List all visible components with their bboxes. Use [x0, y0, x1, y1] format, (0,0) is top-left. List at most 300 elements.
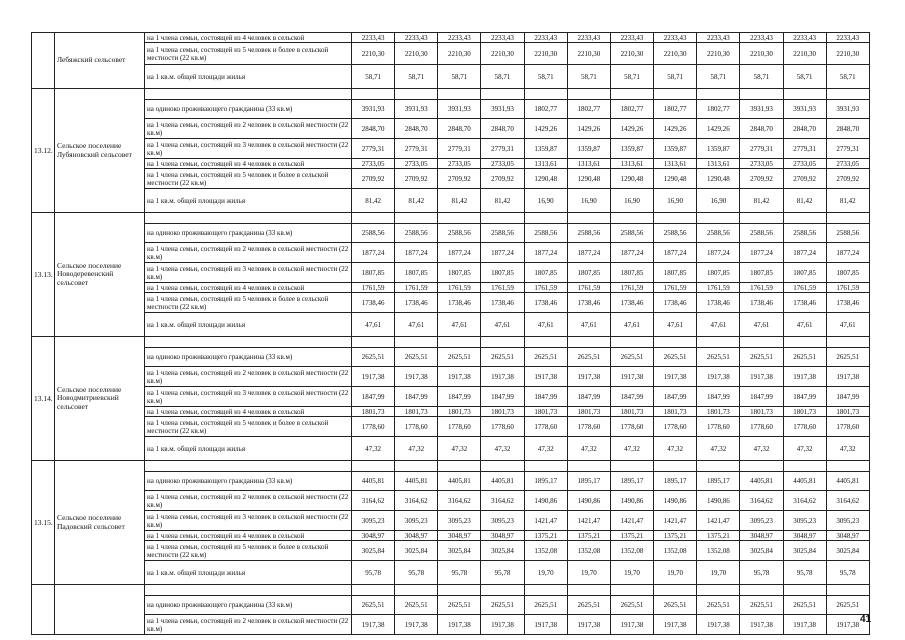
empty-cell — [610, 461, 653, 472]
value-cell: 1352,08 — [567, 541, 610, 561]
value-cell: 4405,81 — [352, 472, 395, 491]
value-cell: 95,78 — [352, 561, 395, 585]
value-cell: 47,61 — [610, 313, 653, 337]
value-cell: 2625,51 — [481, 596, 524, 615]
value-cell: 1917,38 — [567, 615, 610, 635]
value-cell: 1429,26 — [610, 119, 653, 139]
empty-cell — [438, 337, 481, 348]
table-row — [32, 348, 870, 367]
row-label: на 1 члена семьи, состоящей из 2 человек в сельской местности (22 кв.м) — [145, 243, 352, 263]
value-cell: 3095,23 — [352, 511, 395, 531]
settlement-index — [32, 585, 55, 635]
value-cell: 2779,31 — [438, 139, 481, 159]
row-label: на 1 члена семьи, состоящей из 2 человек в сельской местности (22 кв.м) — [145, 367, 352, 387]
table-row — [32, 243, 870, 263]
value-cell: 1917,38 — [352, 615, 395, 635]
value-cell: 1877,24 — [654, 243, 697, 263]
empty-cell — [783, 89, 826, 100]
value-cell: 2233,43 — [481, 33, 524, 43]
value-cell: 1917,38 — [697, 367, 740, 387]
value-cell: 1917,38 — [395, 615, 438, 635]
value-cell: 2233,43 — [783, 33, 826, 43]
table-row — [32, 224, 870, 243]
empty-cell — [826, 337, 869, 348]
empty-cell — [352, 461, 395, 472]
value-cell: 81,42 — [826, 189, 869, 213]
table-row — [32, 43, 870, 65]
value-cell: 95,78 — [740, 561, 783, 585]
value-cell: 1359,87 — [567, 139, 610, 159]
value-cell: 2588,56 — [654, 224, 697, 243]
settlement-index: 13.15. — [32, 461, 55, 585]
row-label: на 1 члена семьи, состоящей из 3 человек в сельской местности (22 кв.м) — [145, 139, 352, 159]
settlement-name: Сельское поселение Новодмитриевский сельсовет — [55, 337, 145, 461]
value-cell: 1313,61 — [654, 159, 697, 169]
value-cell: 47,61 — [654, 313, 697, 337]
value-cell: 2625,51 — [438, 348, 481, 367]
value-cell: 1877,24 — [524, 243, 567, 263]
settlement-index: 13.13. — [32, 213, 55, 337]
value-cell: 1778,60 — [610, 417, 653, 437]
value-cell: 3164,62 — [740, 491, 783, 511]
empty-cell — [145, 213, 352, 224]
value-cell: 47,61 — [567, 313, 610, 337]
value-cell: 1761,59 — [826, 283, 869, 293]
value-cell: 2233,43 — [697, 33, 740, 43]
value-cell: 2848,70 — [352, 119, 395, 139]
value-cell: 1421,47 — [654, 511, 697, 531]
value-cell: 2588,56 — [395, 224, 438, 243]
value-cell: 1802,77 — [567, 100, 610, 119]
value-cell: 1917,38 — [826, 367, 869, 387]
table-row — [32, 119, 870, 139]
value-cell: 47,32 — [697, 437, 740, 461]
empty-cell — [145, 337, 352, 348]
value-cell: 1375,21 — [654, 531, 697, 541]
value-cell: 19,70 — [610, 561, 653, 585]
row-label: на 1 члена семьи, состоящей из 4 человек в сельской — [145, 531, 352, 541]
value-cell: 1847,99 — [567, 387, 610, 407]
empty-cell — [567, 461, 610, 472]
value-cell: 3025,84 — [395, 541, 438, 561]
value-cell: 1761,59 — [524, 283, 567, 293]
empty-cell — [438, 461, 481, 472]
value-cell: 3048,97 — [740, 531, 783, 541]
value-cell: 81,42 — [395, 189, 438, 213]
value-cell: 2233,43 — [654, 33, 697, 43]
table-row — [32, 596, 870, 615]
value-cell: 2625,51 — [654, 596, 697, 615]
table-row — [32, 283, 870, 293]
value-cell: 2210,30 — [395, 43, 438, 65]
row-label: на 1 кв.м. общей площади жилья — [145, 313, 352, 337]
spacer-row — [32, 337, 870, 348]
value-cell: 2848,70 — [438, 119, 481, 139]
value-cell: 58,71 — [567, 65, 610, 89]
empty-cell — [395, 337, 438, 348]
value-cell: 1917,38 — [567, 367, 610, 387]
value-cell: 2233,43 — [610, 33, 653, 43]
table-row — [32, 100, 870, 119]
value-cell: 2733,05 — [352, 159, 395, 169]
value-cell: 2848,70 — [783, 119, 826, 139]
value-cell: 1917,38 — [654, 367, 697, 387]
value-cell: 2709,92 — [740, 169, 783, 189]
value-cell: 2733,05 — [438, 159, 481, 169]
value-cell: 1761,59 — [395, 283, 438, 293]
value-cell: 1877,24 — [610, 243, 653, 263]
empty-cell — [395, 585, 438, 596]
value-cell: 47,32 — [438, 437, 481, 461]
value-cell: 3048,97 — [352, 531, 395, 541]
value-cell: 1738,46 — [438, 293, 481, 313]
value-cell: 58,71 — [783, 65, 826, 89]
value-cell: 16,90 — [697, 189, 740, 213]
value-cell: 1490,86 — [524, 491, 567, 511]
table-row — [32, 189, 870, 213]
value-cell: 1761,59 — [740, 283, 783, 293]
tariff-table — [31, 32, 870, 635]
value-cell: 47,61 — [395, 313, 438, 337]
value-cell: 2588,56 — [826, 224, 869, 243]
empty-cell — [352, 585, 395, 596]
value-cell: 47,61 — [740, 313, 783, 337]
empty-cell — [654, 89, 697, 100]
empty-cell — [438, 213, 481, 224]
row-label: на 1 члена семьи, состоящей из 5 человек и более в сельской местности (22 кв.м) — [145, 169, 352, 189]
value-cell: 3931,93 — [395, 100, 438, 119]
empty-cell — [481, 461, 524, 472]
settlement-name: Лебяжский сельсовет — [55, 33, 145, 89]
value-cell: 2625,51 — [697, 596, 740, 615]
value-cell: 2210,30 — [524, 43, 567, 65]
value-cell: 2709,92 — [826, 169, 869, 189]
row-label: на 1 кв.м. общей площади жилья — [145, 437, 352, 461]
value-cell: 1352,08 — [697, 541, 740, 561]
empty-cell — [697, 337, 740, 348]
value-cell: 1877,24 — [395, 243, 438, 263]
value-cell: 1917,38 — [610, 367, 653, 387]
value-cell: 4405,81 — [395, 472, 438, 491]
value-cell: 2848,70 — [481, 119, 524, 139]
value-cell: 95,78 — [481, 561, 524, 585]
value-cell: 1895,17 — [524, 472, 567, 491]
value-cell: 3164,62 — [783, 491, 826, 511]
value-cell: 3164,62 — [395, 491, 438, 511]
row-label: на 1 члена семьи, состоящей из 5 человек и более в сельской местности (22 кв.м) — [145, 541, 352, 561]
value-cell: 3048,97 — [826, 531, 869, 541]
value-cell: 1847,99 — [481, 387, 524, 407]
value-cell: 16,90 — [610, 189, 653, 213]
value-cell: 1738,46 — [352, 293, 395, 313]
tariff-table-body — [32, 33, 870, 635]
value-cell: 1421,47 — [567, 511, 610, 531]
value-cell: 3931,93 — [481, 100, 524, 119]
value-cell: 1917,38 — [438, 615, 481, 635]
spacer-row — [32, 585, 870, 596]
value-cell: 1738,46 — [481, 293, 524, 313]
empty-cell — [740, 89, 783, 100]
value-cell: 1359,87 — [654, 139, 697, 159]
value-cell: 2625,51 — [395, 348, 438, 367]
value-cell: 1778,60 — [438, 417, 481, 437]
value-cell: 1778,60 — [567, 417, 610, 437]
value-cell: 1778,60 — [481, 417, 524, 437]
value-cell: 1359,87 — [524, 139, 567, 159]
value-cell: 2625,51 — [395, 596, 438, 615]
value-cell: 19,70 — [654, 561, 697, 585]
empty-cell — [697, 213, 740, 224]
value-cell: 81,42 — [783, 189, 826, 213]
value-cell: 1917,38 — [438, 367, 481, 387]
row-label: на 1 члена семьи, состоящей из 2 человек в сельской местности (22 кв.м) — [145, 119, 352, 139]
value-cell: 1807,85 — [610, 263, 653, 283]
value-cell: 1807,85 — [567, 263, 610, 283]
empty-cell — [654, 461, 697, 472]
value-cell: 1290,48 — [567, 169, 610, 189]
value-cell: 3025,84 — [783, 541, 826, 561]
value-cell: 1847,99 — [610, 387, 653, 407]
value-cell: 1738,46 — [740, 293, 783, 313]
value-cell: 1807,85 — [740, 263, 783, 283]
value-cell: 1895,17 — [610, 472, 653, 491]
value-cell: 1778,60 — [395, 417, 438, 437]
empty-cell — [524, 461, 567, 472]
value-cell: 1313,61 — [524, 159, 567, 169]
value-cell: 2779,31 — [783, 139, 826, 159]
row-label: на одиноко проживающего гражданина (33 кв.м) — [145, 596, 352, 615]
empty-cell — [145, 585, 352, 596]
empty-cell — [481, 213, 524, 224]
value-cell: 1917,38 — [610, 615, 653, 635]
value-cell: 2625,51 — [438, 596, 481, 615]
value-cell: 1429,26 — [567, 119, 610, 139]
table-row — [32, 511, 870, 531]
value-cell: 2233,43 — [438, 33, 481, 43]
value-cell: 2233,43 — [395, 33, 438, 43]
value-cell: 1375,21 — [567, 531, 610, 541]
value-cell: 1847,99 — [826, 387, 869, 407]
value-cell: 2625,51 — [567, 348, 610, 367]
page-number: 41 — [860, 614, 872, 625]
value-cell: 19,70 — [697, 561, 740, 585]
value-cell: 2588,56 — [567, 224, 610, 243]
value-cell: 1421,47 — [524, 511, 567, 531]
value-cell: 3095,23 — [481, 511, 524, 531]
value-cell: 2779,31 — [352, 139, 395, 159]
value-cell: 81,42 — [481, 189, 524, 213]
empty-cell — [567, 213, 610, 224]
empty-cell — [145, 89, 352, 100]
value-cell: 1807,85 — [395, 263, 438, 283]
value-cell: 1290,48 — [697, 169, 740, 189]
value-cell: 1917,38 — [740, 615, 783, 635]
value-cell: 47,61 — [524, 313, 567, 337]
value-cell: 3164,62 — [438, 491, 481, 511]
value-cell: 1738,46 — [654, 293, 697, 313]
row-label: на одиноко проживающего гражданина (33 кв.м) — [145, 348, 352, 367]
value-cell: 1429,26 — [524, 119, 567, 139]
value-cell: 1801,73 — [481, 407, 524, 417]
value-cell: 1917,38 — [395, 367, 438, 387]
value-cell: 3095,23 — [740, 511, 783, 531]
value-cell: 1847,99 — [740, 387, 783, 407]
value-cell: 3025,84 — [438, 541, 481, 561]
value-cell: 1778,60 — [352, 417, 395, 437]
value-cell: 1807,85 — [481, 263, 524, 283]
spacer-row — [32, 213, 870, 224]
settlement-name: Сельское поселение Лубяновский сельсовет — [55, 89, 145, 213]
value-cell: 1490,86 — [654, 491, 697, 511]
value-cell: 2233,43 — [524, 33, 567, 43]
value-cell: 1778,60 — [654, 417, 697, 437]
value-cell: 1801,73 — [524, 407, 567, 417]
value-cell: 3931,93 — [352, 100, 395, 119]
empty-cell — [395, 461, 438, 472]
value-cell: 1738,46 — [567, 293, 610, 313]
value-cell: 1375,21 — [524, 531, 567, 541]
value-cell: 47,61 — [697, 313, 740, 337]
value-cell: 1877,24 — [567, 243, 610, 263]
value-cell: 47,32 — [567, 437, 610, 461]
empty-cell — [654, 585, 697, 596]
value-cell: 1778,60 — [826, 417, 869, 437]
value-cell: 1761,59 — [610, 283, 653, 293]
value-cell: 1807,85 — [654, 263, 697, 283]
value-cell: 1917,38 — [524, 367, 567, 387]
value-cell: 1313,61 — [610, 159, 653, 169]
table-row — [32, 437, 870, 461]
value-cell: 47,32 — [826, 437, 869, 461]
value-cell: 1802,77 — [654, 100, 697, 119]
value-cell: 1917,38 — [481, 615, 524, 635]
table-row — [32, 263, 870, 283]
row-label: на 1 кв.м. общей площади жилья — [145, 65, 352, 89]
value-cell: 4405,81 — [481, 472, 524, 491]
value-cell: 1490,86 — [610, 491, 653, 511]
empty-cell — [783, 337, 826, 348]
table-row — [32, 293, 870, 313]
table-row — [32, 417, 870, 437]
value-cell: 2625,51 — [697, 348, 740, 367]
value-cell: 2588,56 — [481, 224, 524, 243]
value-cell: 3164,62 — [481, 491, 524, 511]
value-cell: 3095,23 — [438, 511, 481, 531]
value-cell: 95,78 — [826, 561, 869, 585]
value-cell: 2625,51 — [524, 348, 567, 367]
row-label: на 1 члена семьи, состоящей из 4 человек в сельской — [145, 283, 352, 293]
row-label: на 1 члена семьи, состоящей из 5 человек и более в сельской местности (22 кв.м) — [145, 43, 352, 65]
settlement-index: 13.14. — [32, 337, 55, 461]
value-cell: 1895,17 — [697, 472, 740, 491]
value-cell: 2210,30 — [610, 43, 653, 65]
value-cell: 1801,73 — [826, 407, 869, 417]
value-cell: 1375,21 — [697, 531, 740, 541]
value-cell: 3025,84 — [352, 541, 395, 561]
empty-cell — [567, 89, 610, 100]
settlement-name — [55, 585, 145, 635]
empty-cell — [481, 585, 524, 596]
value-cell: 3931,93 — [740, 100, 783, 119]
value-cell: 1917,38 — [654, 615, 697, 635]
value-cell: 95,78 — [395, 561, 438, 585]
value-cell: 2625,51 — [654, 348, 697, 367]
value-cell: 1490,86 — [567, 491, 610, 511]
value-cell: 58,71 — [740, 65, 783, 89]
value-cell: 1917,38 — [481, 367, 524, 387]
value-cell: 2210,30 — [654, 43, 697, 65]
value-cell: 47,32 — [740, 437, 783, 461]
empty-cell — [783, 213, 826, 224]
value-cell: 2233,43 — [826, 33, 869, 43]
value-cell: 1877,24 — [481, 243, 524, 263]
value-cell: 58,71 — [352, 65, 395, 89]
empty-cell — [352, 337, 395, 348]
value-cell: 3164,62 — [352, 491, 395, 511]
value-cell: 1778,60 — [783, 417, 826, 437]
empty-cell — [740, 461, 783, 472]
table-row — [32, 159, 870, 169]
value-cell: 2709,92 — [783, 169, 826, 189]
value-cell: 2588,56 — [697, 224, 740, 243]
value-cell: 1807,85 — [783, 263, 826, 283]
value-cell: 1895,17 — [567, 472, 610, 491]
value-cell: 1877,24 — [438, 243, 481, 263]
empty-cell — [567, 585, 610, 596]
value-cell: 1761,59 — [481, 283, 524, 293]
value-cell: 2625,51 — [740, 348, 783, 367]
empty-cell — [610, 585, 653, 596]
value-cell: 4405,81 — [740, 472, 783, 491]
value-cell: 1801,73 — [610, 407, 653, 417]
value-cell: 1490,86 — [697, 491, 740, 511]
value-cell: 1352,08 — [524, 541, 567, 561]
spacer-row — [32, 89, 870, 100]
value-cell: 2848,70 — [740, 119, 783, 139]
empty-cell — [740, 585, 783, 596]
row-label: на 1 члена семьи, состоящей из 5 человек и более в сельской местности (22 кв.м) — [145, 417, 352, 437]
value-cell: 1847,99 — [524, 387, 567, 407]
value-cell: 1352,08 — [610, 541, 653, 561]
value-cell: 81,42 — [438, 189, 481, 213]
value-cell: 2779,31 — [826, 139, 869, 159]
value-cell: 81,42 — [740, 189, 783, 213]
value-cell: 1801,73 — [567, 407, 610, 417]
value-cell: 1802,77 — [524, 100, 567, 119]
value-cell: 2625,51 — [352, 348, 395, 367]
value-cell: 58,71 — [395, 65, 438, 89]
value-cell: 3931,93 — [438, 100, 481, 119]
value-cell: 3048,97 — [395, 531, 438, 541]
value-cell: 2210,30 — [826, 43, 869, 65]
value-cell: 1877,24 — [826, 243, 869, 263]
empty-cell — [697, 585, 740, 596]
table-row — [32, 313, 870, 337]
value-cell: 1877,24 — [783, 243, 826, 263]
row-label: на 1 члена семьи, состоящей из 2 человек в сельской местности (22 кв.м) — [145, 491, 352, 511]
value-cell: 2625,51 — [567, 596, 610, 615]
value-cell: 2625,51 — [524, 596, 567, 615]
empty-cell — [145, 461, 352, 472]
value-cell: 2625,51 — [481, 348, 524, 367]
settlement-index — [32, 33, 55, 89]
value-cell: 58,71 — [524, 65, 567, 89]
value-cell: 1847,99 — [438, 387, 481, 407]
row-label: на 1 члена семьи, состоящей из 4 человек в сельской — [145, 407, 352, 417]
table-row — [32, 491, 870, 511]
value-cell: 19,70 — [524, 561, 567, 585]
value-cell: 1421,47 — [697, 511, 740, 531]
